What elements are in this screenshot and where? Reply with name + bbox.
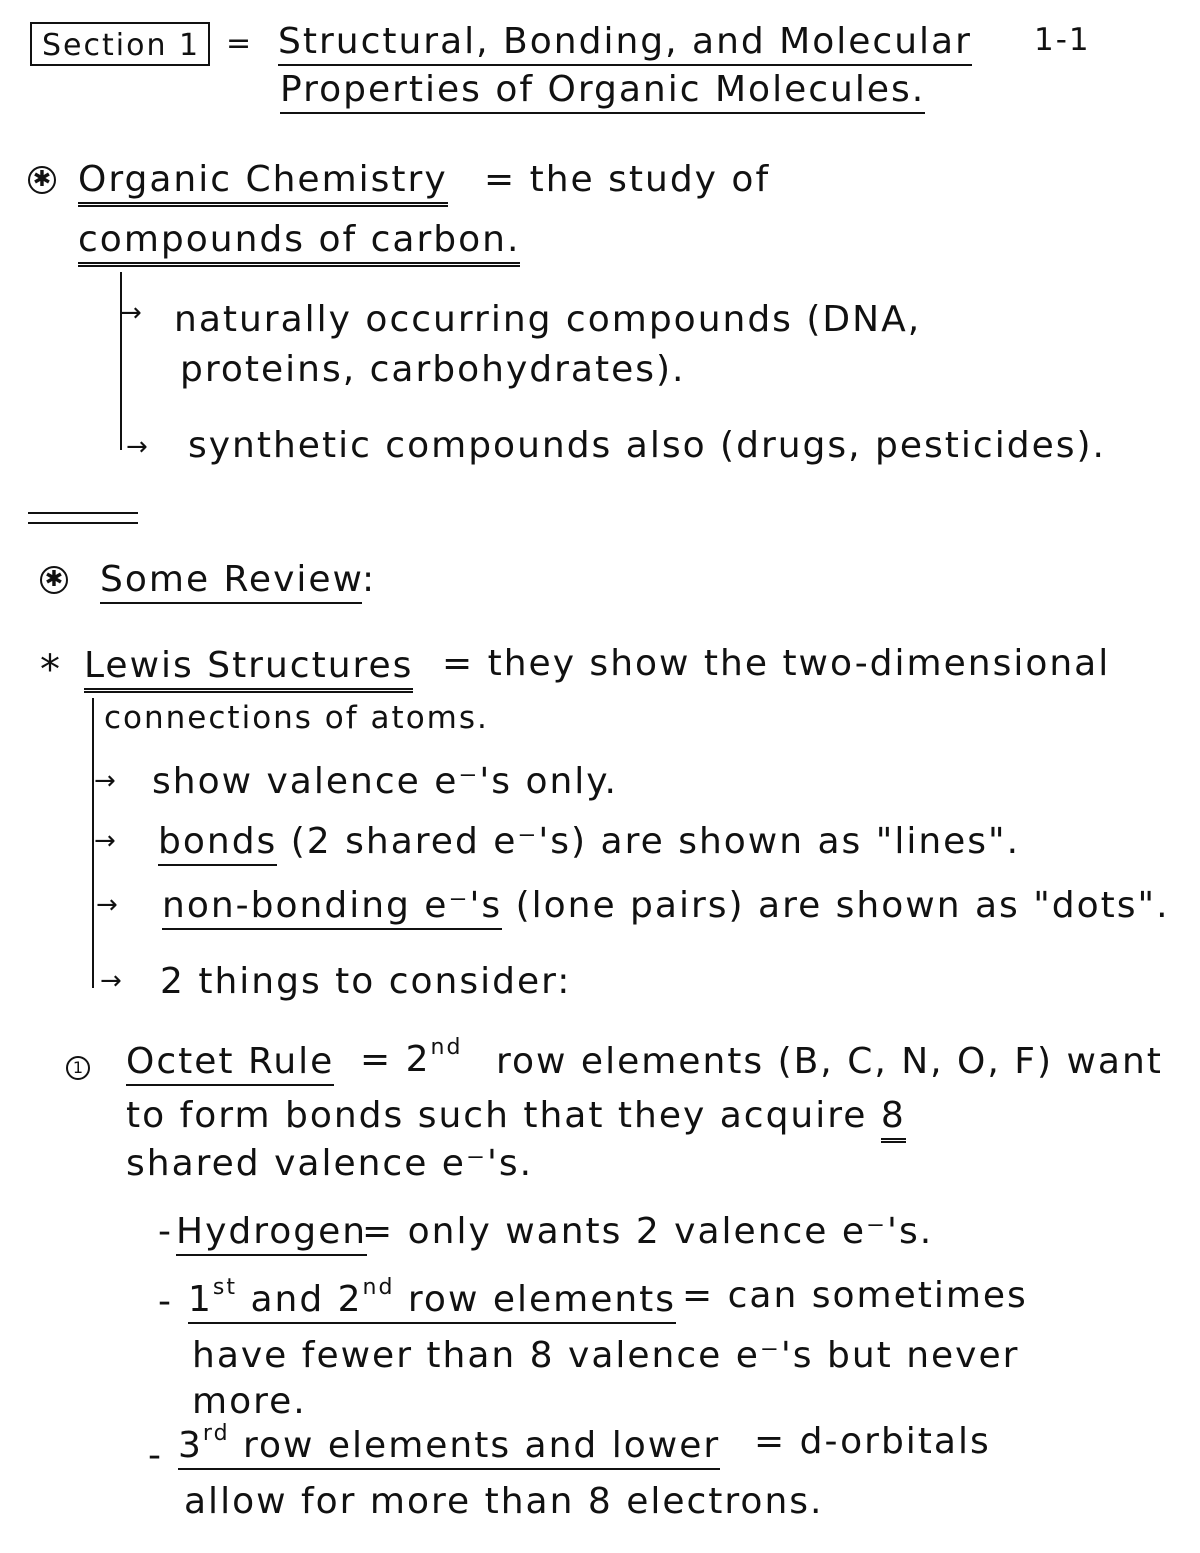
lewis-item-4: 2 things to consider: — [160, 961, 572, 1002]
lewis-item-2: bonds (2 shared e⁻'s) are shown as "lines". — [158, 820, 1020, 864]
arrow-icon: → — [120, 298, 142, 328]
row12-def-2: have fewer than 8 valence e⁻'s but never — [192, 1335, 1020, 1376]
row3-term: 3rd row elements and lower — [178, 1424, 720, 1468]
lewis-term: Lewis Structures — [84, 644, 413, 688]
organic-branch-1-line-2: proteins, carbohydrates). — [180, 349, 686, 390]
section-label-box — [30, 22, 210, 66]
octet-term: Octet Rule — [126, 1040, 334, 1084]
lewis-def-1: = they show the two-dimensional — [442, 643, 1111, 684]
octet-def-3: shared valence e⁻'s. — [126, 1143, 534, 1184]
star-bullet-icon: ✱ — [40, 566, 68, 594]
organic-branch-1-line-1: naturally occurring compounds (DNA, — [174, 299, 922, 340]
arrow-icon: → — [126, 432, 148, 462]
octet-def-eq: = 2nd — [360, 1035, 463, 1080]
title-line-2: Properties of Organic Molecules. — [280, 68, 925, 112]
section-label: Section 1 — [42, 28, 201, 63]
row12-def-3: more. — [192, 1381, 307, 1422]
divider-line — [28, 522, 138, 524]
row3-def-1: = d-orbitals — [754, 1421, 991, 1462]
row3-dash: - — [148, 1435, 163, 1476]
page-number: 1-1 — [1034, 22, 1091, 58]
arrow-icon: → — [94, 766, 116, 796]
organic-def-2: compounds of carbon. — [78, 218, 520, 262]
arrow-icon: → — [94, 826, 116, 856]
divider-line — [28, 512, 138, 514]
hydrogen-dash: - — [158, 1211, 173, 1252]
lewis-item-1: show valence e⁻'s only. — [152, 761, 618, 802]
review-heading: Some Review: — [100, 558, 376, 602]
organic-branch-2: synthetic compounds also (drugs, pesticides). — [188, 425, 1106, 466]
octet-def-1: row elements (B, C, N, O, F) want — [496, 1041, 1163, 1082]
header-equals: = — [226, 26, 254, 61]
number-one-icon: 1 — [66, 1056, 90, 1080]
organic-def-1: = the study of — [484, 159, 771, 200]
row12-term: 1st and 2nd row elements — [188, 1278, 676, 1322]
hydrogen-def: = only wants 2 valence e⁻'s. — [362, 1211, 934, 1252]
row12-dash: - — [158, 1281, 173, 1322]
organic-term: Organic Chemistry — [78, 158, 448, 202]
lewis-star: * — [40, 647, 62, 693]
row12-def-1: = can sometimes — [682, 1275, 1028, 1316]
lewis-item-3: non-bonding e⁻'s (lone pairs) are shown as "dots". — [162, 884, 1170, 928]
hydrogen-term: Hydrogen — [176, 1210, 367, 1254]
arrow-icon: → — [96, 890, 118, 920]
star-bullet-icon: ✱ — [28, 166, 56, 194]
row3-def-2: allow for more than 8 electrons. — [184, 1481, 824, 1522]
arrow-icon: → — [100, 966, 122, 996]
octet-def-2: to form bonds such that they acquire 8 — [126, 1094, 906, 1138]
lewis-def-2: connections of atoms. — [104, 700, 489, 736]
title-line-1: Structural, Bonding, and Molecular — [278, 20, 972, 64]
